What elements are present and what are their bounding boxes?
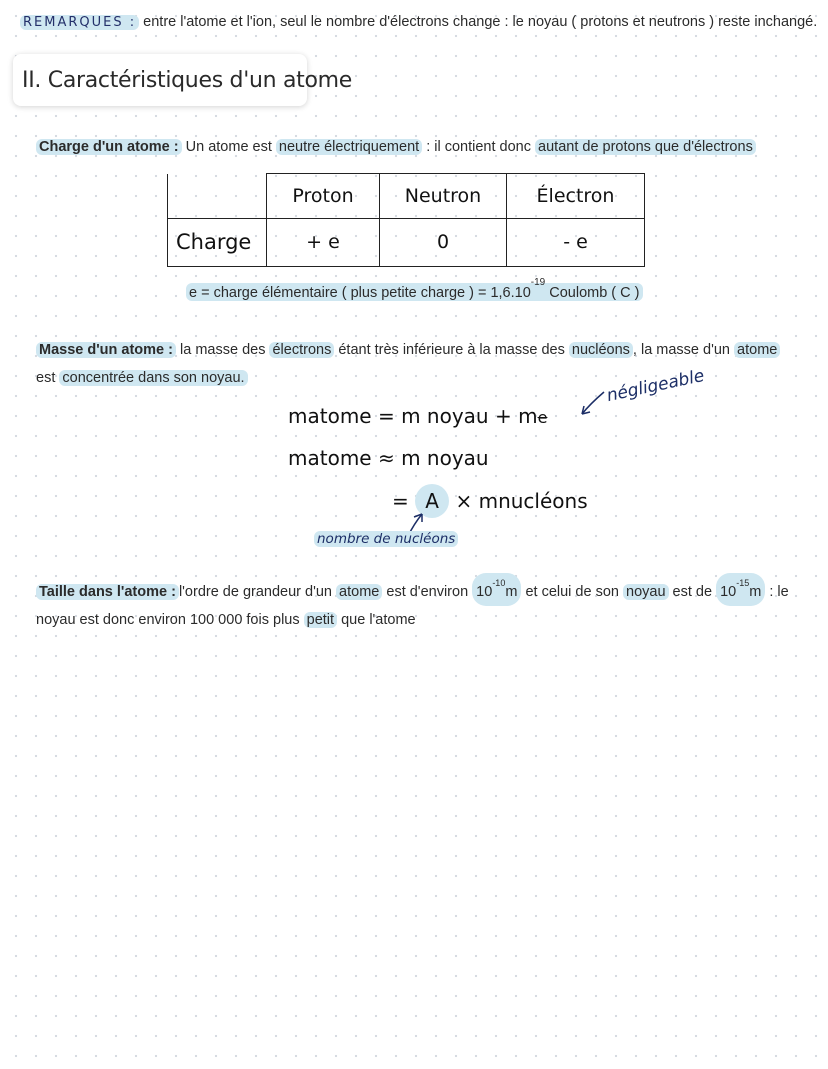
e-def-exponent: -19 <box>530 277 546 288</box>
negligeable-annotation: négligeable <box>605 365 707 407</box>
table-corner-cell <box>168 174 267 219</box>
table-header-neutron: Neutron <box>380 174 507 219</box>
charge-highlight-2: autant de protons que d'électrons <box>535 139 756 155</box>
masse-label: Masse d'un atome : <box>36 342 176 358</box>
masse-text-1: la masse des <box>180 342 266 358</box>
charge-text-2: : il contient donc <box>426 139 531 155</box>
eq1-struck-term: e <box>537 408 548 427</box>
masse-hl-nucleons: nucléons <box>569 342 633 358</box>
taille-text-2: est d'environ <box>386 583 469 600</box>
masse-text-2: étant très inférieure à la masse des <box>338 342 565 358</box>
table-row <box>168 218 645 266</box>
masse-hl-electrons: électrons <box>269 342 334 358</box>
taille-hl-noyau: noyau <box>623 584 669 600</box>
taille-hl-atome: atome <box>336 584 382 600</box>
taille-text-4: est de <box>672 583 713 600</box>
eq3-rest: × mnucléons <box>455 489 588 513</box>
remarks-line <box>20 14 817 30</box>
pow-1-base: 10 <box>476 583 493 600</box>
nucleus-size-power <box>716 573 765 606</box>
charge-text-1: Un atome est <box>185 139 272 155</box>
eq2-right: ≈ m noyau <box>377 446 489 470</box>
masse-hl-atome: atome <box>734 342 780 358</box>
taille-text-3: et celui de son <box>525 583 619 600</box>
charge-highlight-1: neutre électriquement <box>276 139 422 155</box>
taille-paragraph <box>36 573 816 634</box>
eq1-right: = m noyau + m <box>377 404 538 428</box>
table-header-electron: Électron <box>507 174 645 219</box>
table-cell-electron: - e <box>507 218 645 266</box>
charge-table <box>167 173 645 267</box>
atom-size-power <box>472 573 521 606</box>
eq2-left: matome <box>288 446 372 470</box>
taille-text-6: que l'atome <box>341 611 416 628</box>
e-def-unit: Coulomb ( C ) <box>549 284 640 301</box>
section-title: II. Caractéristiques d'un atome <box>22 68 352 93</box>
table-header-row <box>168 174 645 219</box>
pow-2-exponent: -15 <box>736 578 750 588</box>
table-cell-proton: + e <box>267 218 380 266</box>
pow-1-exponent: -10 <box>492 578 506 588</box>
taille-text-1: l'ordre de grandeur d'un <box>178 583 332 600</box>
nucleon-number-symbol: A <box>415 484 449 518</box>
charge-paragraph <box>36 133 756 161</box>
taille-label: Taille dans l'atome : <box>36 584 179 600</box>
pow-1-unit: m <box>505 583 518 600</box>
elementary-charge-definition <box>186 277 643 301</box>
table-cell-neutron: 0 <box>380 218 507 266</box>
masse-text-4: est <box>36 370 56 386</box>
table-row-label: Charge <box>168 218 267 266</box>
masse-text-3: , la masse d'un <box>632 342 730 358</box>
equation-1 <box>288 404 547 428</box>
pow-2-base: 10 <box>720 583 737 600</box>
equation-2 <box>288 446 489 470</box>
table-header-proton: Proton <box>267 174 380 219</box>
remarks-tag: REMARQUES : <box>20 15 139 30</box>
pow-2-unit: m <box>749 583 762 600</box>
eq3-equals: = <box>392 489 409 513</box>
masse-hl-concentree: concentrée dans son noyau. <box>59 370 247 386</box>
e-def-text: e = charge élémentaire ( plus petite charge ) = 1,6.10 <box>189 284 531 301</box>
remarks-text: entre l'atome et l'ion, seul le nombre d'électrons change : le noyau ( protons et neutrons ) reste inchangé. <box>143 14 818 30</box>
taille-text-5: : le noyau est donc environ 100 000 fois plus <box>36 583 789 628</box>
taille-hl-petit: petit <box>304 612 337 628</box>
nucleon-number-annotation: nombre de nucléons <box>314 531 458 547</box>
charge-label: Charge d'un atome : <box>36 139 182 155</box>
eq1-left: matome <box>288 404 372 428</box>
